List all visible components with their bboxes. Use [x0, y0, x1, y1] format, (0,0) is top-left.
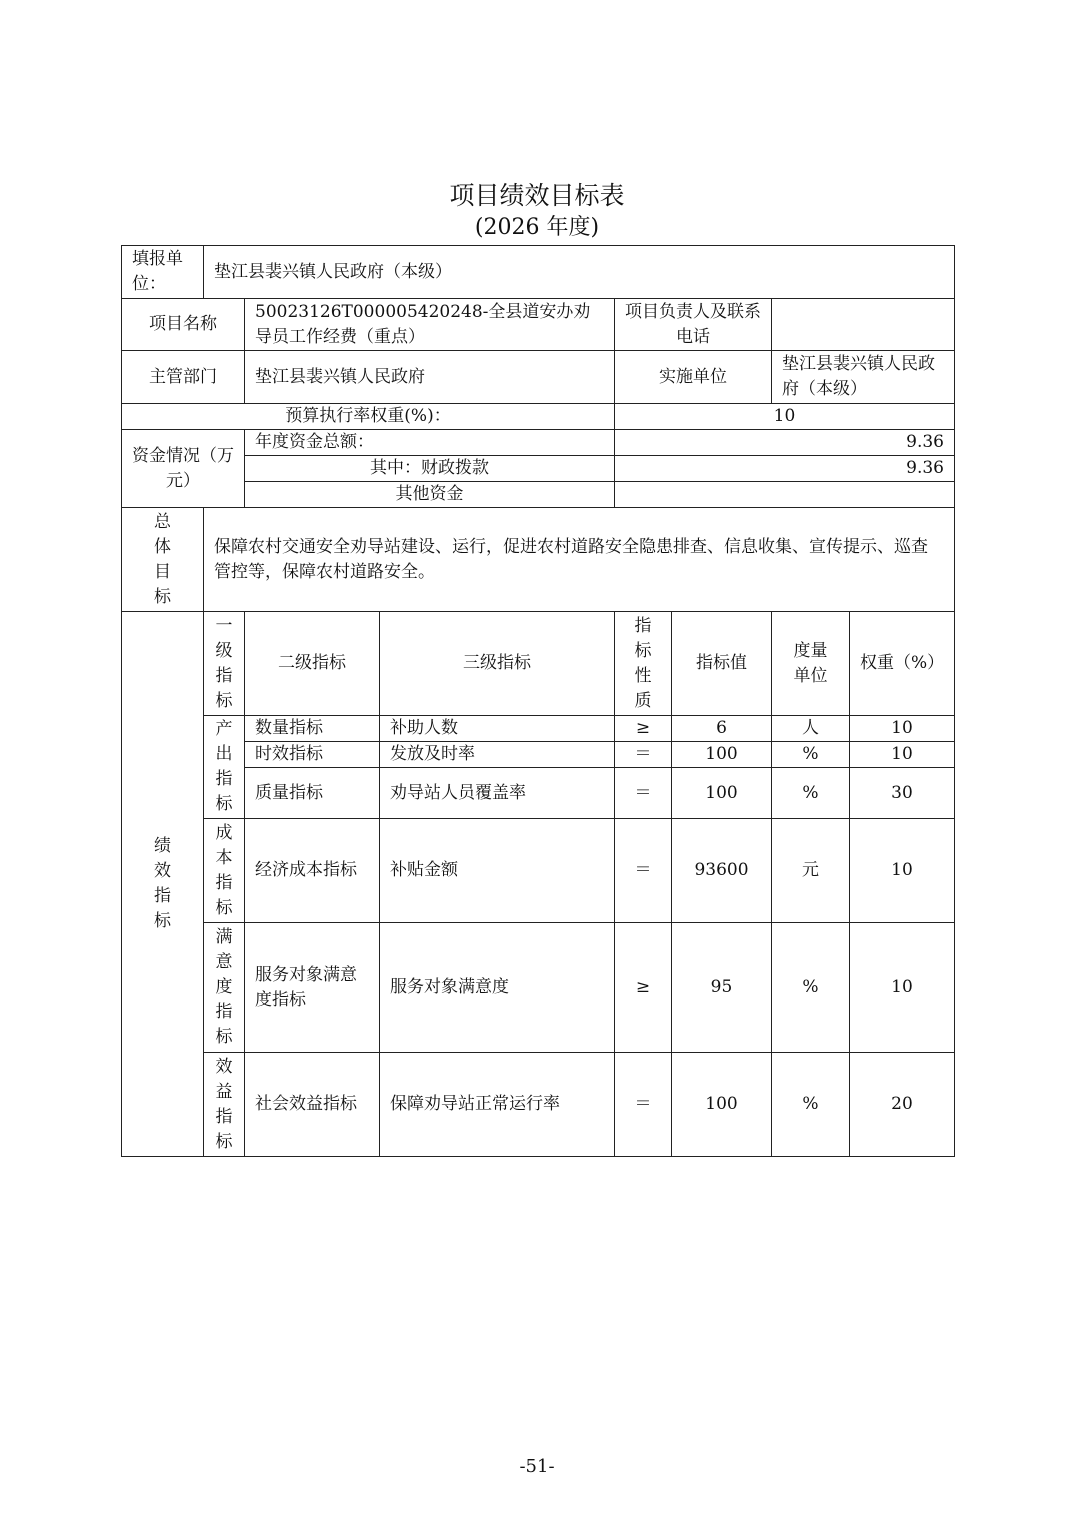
- value-cell: 6: [672, 716, 772, 742]
- level3-cell: 发放及时率: [380, 742, 615, 768]
- fill-unit-value: 垫江县裴兴镇人民政府（本级）: [204, 246, 955, 299]
- indicator-header-row: [122, 612, 955, 716]
- level3-cell: 保障劝导站正常运行率: [380, 1053, 615, 1157]
- page-number: -51-: [519, 1456, 555, 1477]
- level2-cell: 社会效益指标: [245, 1053, 380, 1157]
- funds-fiscal-label: 其中：财政拨款: [245, 456, 615, 482]
- funds-other-row: [122, 482, 955, 508]
- table-row: [122, 1053, 955, 1157]
- table-row: [122, 768, 955, 819]
- nature-header: 指标性质: [615, 612, 672, 716]
- value-cell: 100: [672, 768, 772, 819]
- weight-cell: 10: [850, 923, 955, 1053]
- value-cell: 100: [672, 1053, 772, 1157]
- funds-other-label: 其他资金: [245, 482, 615, 508]
- weight-cell: 10: [850, 819, 955, 923]
- funds-total-value: 9.36: [615, 430, 955, 456]
- unit-cell: 人: [772, 716, 850, 742]
- level3-header: 三级指标: [380, 612, 615, 716]
- overall-goal-row: [122, 508, 955, 612]
- level3-cell: 补助人数: [380, 716, 615, 742]
- table-row: [122, 742, 955, 768]
- weight-cell: 30: [850, 768, 955, 819]
- funds-label: 资金情况（万元）: [122, 430, 245, 508]
- value-cell: 93600: [672, 819, 772, 923]
- funds-other-value: [615, 482, 955, 508]
- unit-cell: %: [772, 1053, 850, 1157]
- unit-header: 度量单位: [772, 612, 850, 716]
- overall-goal-text: 保障农村交通安全劝导站建设、运行，促进农村道路安全隐患排查、信息收集、宣传提示、巡查管控等，保障农村道路安全。: [204, 508, 955, 612]
- budget-weight-row: [122, 404, 955, 430]
- performance-target-table: [121, 245, 955, 1157]
- level2-cell: 时效指标: [245, 742, 380, 768]
- budget-weight-label: 预算执行率权重(%)：: [122, 404, 615, 430]
- dept-label: 主管部门: [122, 351, 245, 404]
- level3-cell: 服务对象满意度: [380, 923, 615, 1053]
- level1-header: 一级指标: [204, 612, 245, 716]
- funds-total-row: [122, 430, 955, 456]
- level2-cell: 经济成本指标: [245, 819, 380, 923]
- unit-cell: 元: [772, 819, 850, 923]
- dept-value: 垫江县裴兴镇人民政府: [245, 351, 615, 404]
- nature-cell: ＝: [615, 768, 672, 819]
- project-name-row: [122, 299, 955, 351]
- page-subtitle: (2026 年度): [474, 215, 600, 240]
- funds-fiscal-value: 9.36: [615, 456, 955, 482]
- funds-total-label: 年度资金总额：: [245, 430, 615, 456]
- nature-cell: ＝: [615, 742, 672, 768]
- nature-cell: ＝: [615, 1053, 672, 1157]
- weight-cell: 20: [850, 1053, 955, 1157]
- value-header: 指标值: [672, 612, 772, 716]
- value-cell: 100: [672, 742, 772, 768]
- table-row: [122, 923, 955, 1053]
- level2-cell: 质量指标: [245, 768, 380, 819]
- fill-unit-label: 填报单位：: [122, 246, 204, 299]
- impl-unit-value: 垫江县裴兴镇人民政府（本级）: [772, 351, 955, 404]
- value-cell: 95: [672, 923, 772, 1053]
- table-row: [122, 819, 955, 923]
- unit-cell: %: [772, 768, 850, 819]
- nature-cell: ≥: [615, 716, 672, 742]
- budget-weight-value: 10: [615, 404, 955, 430]
- satisfaction-indicator-group: 满意度指标: [204, 923, 245, 1053]
- impl-unit-label: 实施单位: [615, 351, 772, 404]
- cost-indicator-group: 成本指标: [204, 819, 245, 923]
- contact-value: [772, 299, 955, 351]
- level2-cell: 数量指标: [245, 716, 380, 742]
- performance-indicator-label: 绩效指标: [122, 612, 204, 1157]
- weight-cell: 10: [850, 742, 955, 768]
- weight-header: 权重（%）: [850, 612, 955, 716]
- benefit-indicator-group: 效益指标: [204, 1053, 245, 1157]
- overall-goal-label: 总体目标: [122, 508, 204, 612]
- unit-cell: %: [772, 742, 850, 768]
- page-title: 项目绩效目标表: [449, 181, 625, 210]
- level3-cell: 劝导站人员覆盖率: [380, 768, 615, 819]
- level2-header: 二级指标: [245, 612, 380, 716]
- output-indicator-group: 产出指标: [204, 716, 245, 819]
- weight-cell: 10: [850, 716, 955, 742]
- nature-cell: ≥: [615, 923, 672, 1053]
- project-name-value: 50023126T000005420248-全县道安办劝导员工作经费（重点）: [245, 299, 615, 351]
- project-name-label: 项目名称: [122, 299, 245, 351]
- unit-cell: %: [772, 923, 850, 1053]
- level2-cell: 服务对象满意度指标: [245, 923, 380, 1053]
- level3-cell: 补贴金额: [380, 819, 615, 923]
- contact-label: 项目负责人及联系电话: [615, 299, 772, 351]
- nature-cell: ＝: [615, 819, 672, 923]
- table-row: [122, 716, 955, 742]
- fill-unit-row: [122, 246, 955, 299]
- funds-fiscal-row: [122, 456, 955, 482]
- dept-row: [122, 351, 955, 404]
